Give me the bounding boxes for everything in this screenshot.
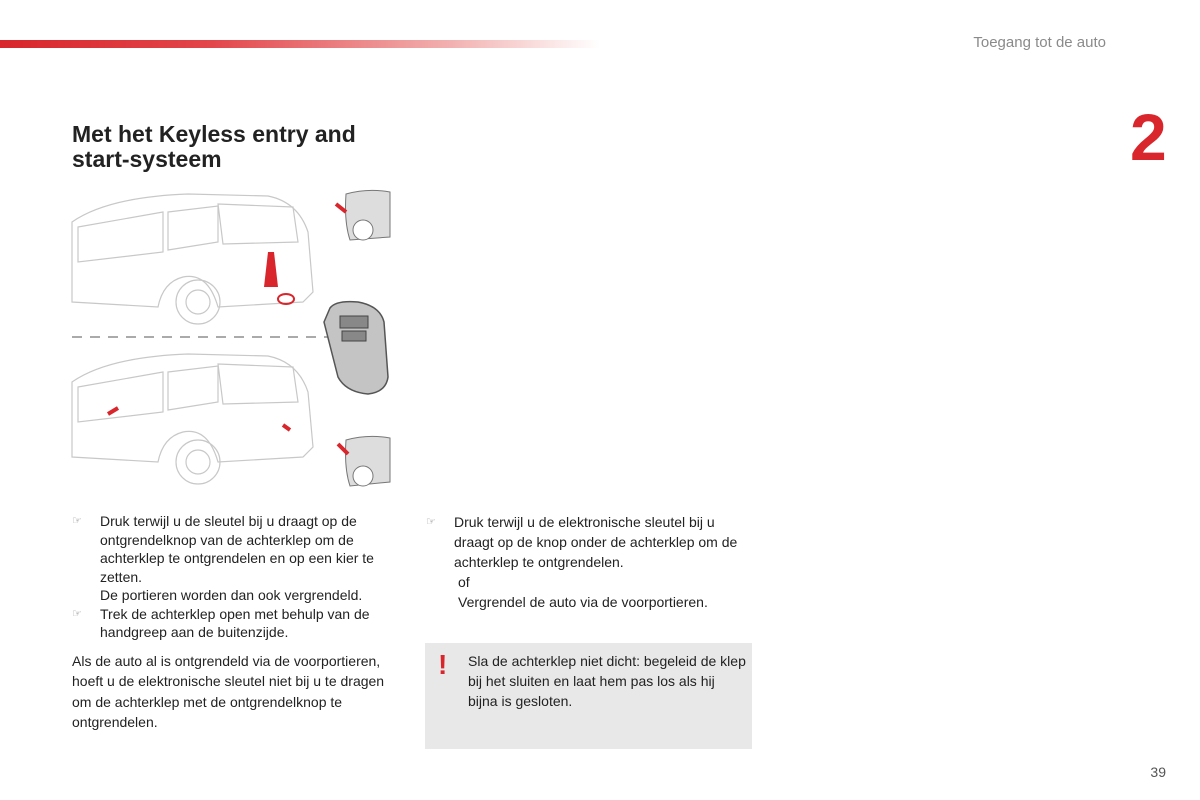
instruction-bullet: ☞ Trek de achterklep open met behulp van de handgreep aan de buitenzijde. xyxy=(72,605,370,640)
header-accent-bar xyxy=(0,40,600,48)
tailgate-illustration xyxy=(68,182,392,498)
warning-text: Sla de achterklep niet dicht: begeleid de klep bij het sluiten en laat hem pas los als hij bijna is gesloten. xyxy=(468,653,746,709)
right-column xyxy=(426,512,751,612)
chapter-number: 2 xyxy=(1130,100,1167,174)
page-title: Met het Keyless entry and start-systeem xyxy=(72,121,356,172)
left-column xyxy=(72,512,402,733)
pointing-hand-icon: ☞ xyxy=(72,515,82,527)
pointing-hand-icon: ☞ xyxy=(426,516,436,528)
warning-box xyxy=(425,643,752,749)
page-number: 39 xyxy=(1150,764,1166,780)
alt-instruction: Vergrendel de auto via de voorportieren. xyxy=(458,594,708,610)
exclamation-icon: ! xyxy=(438,649,448,680)
section-title: Toegang tot de auto xyxy=(973,34,1106,51)
instruction-bullet: ☞ Druk terwijl u de elektronische sleutel bij u draagt op de knop onder de achterklep om de achterklep te ontgrendelen. xyxy=(426,514,738,570)
or-text: of xyxy=(458,574,470,590)
pointing-hand-icon: ☞ xyxy=(72,607,82,620)
note-paragraph: Als de auto al is ontgrendeld via de voorportieren, hoeft u de elektronische sleutel niet bij u te dragen om de achterklep met de ontgrendelknop te ontgrendelen. xyxy=(72,652,385,730)
instruction-bullet: ☞ Druk terwijl u de sleutel bij u draagt op de ontgrendelknop van de achterklep om de achterklep te ontgrendelen en op een kier te zetten. De portieren worden dan ook vergrendeld. xyxy=(72,513,374,603)
